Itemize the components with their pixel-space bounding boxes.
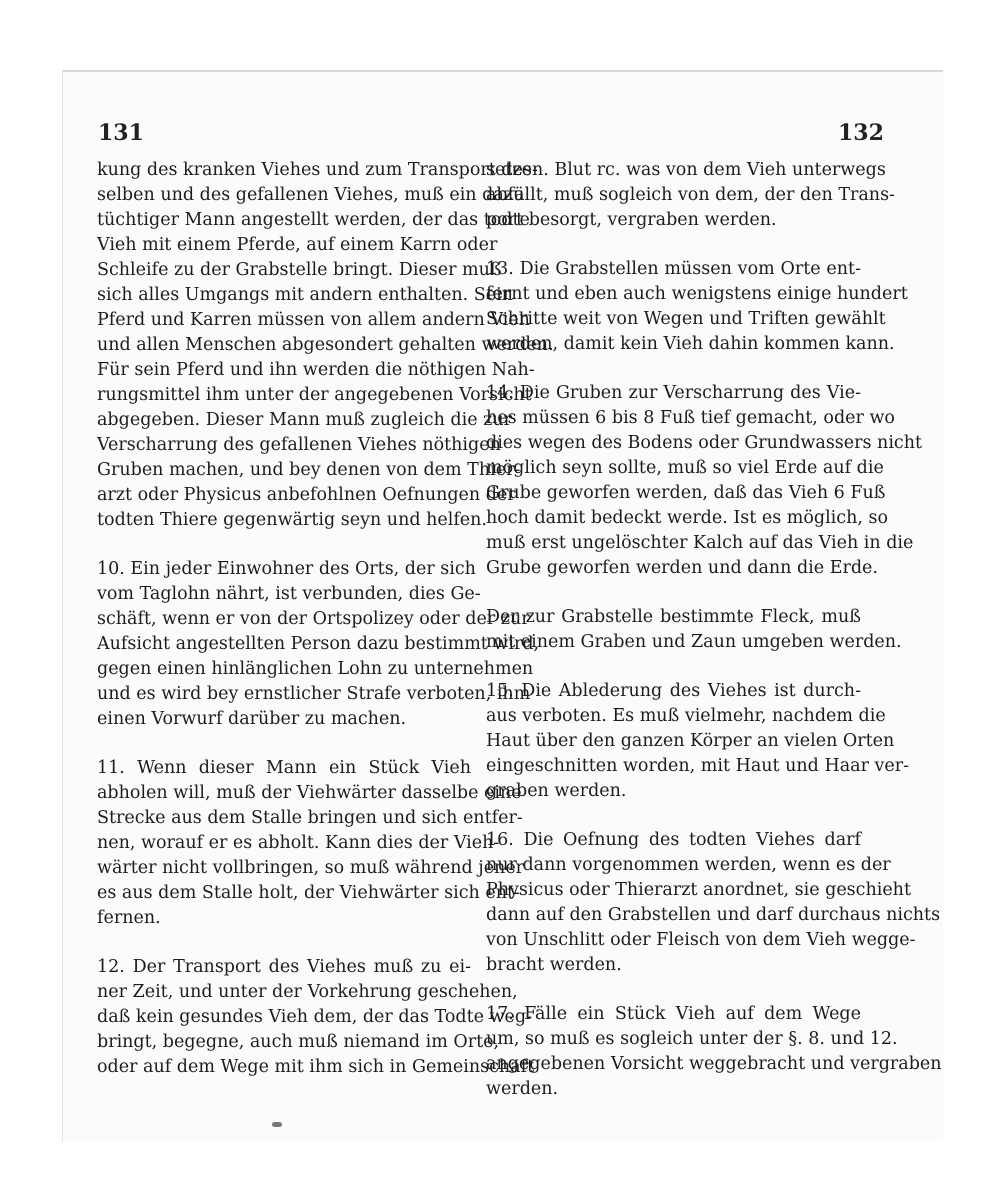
text-line: wärter nicht vollbringen, so muß während jener xyxy=(97,858,525,878)
text-line: ner Zeit, und unter der Vorkehrung geschehen, xyxy=(97,982,518,1002)
paragraph-17 xyxy=(486,1002,942,1102)
text-line: muß erst ungelöschter Kalch auf das Vieh in die xyxy=(486,533,914,553)
text-line: dann auf den Grabstellen und darf durchaus nichts xyxy=(486,905,941,925)
text-line: 16. Die Oefnung des todten Viehes darf xyxy=(486,830,861,850)
text-line: vom Taglohn nährt, ist verbunden, dies Ge- xyxy=(97,584,481,604)
text-line: port besorgt, vergraben werden. xyxy=(486,210,777,230)
ink-speck xyxy=(272,1122,282,1127)
right-column xyxy=(486,158,942,1126)
text-line: um, so muß es sogleich unter der §. 8. und 12. xyxy=(486,1029,898,1049)
text-line: nur dann vorgenommen werden, wenn es der xyxy=(486,855,891,875)
text-line: abfällt, muß sogleich von dem, der den Trans- xyxy=(486,185,895,205)
page-number-right: 132 xyxy=(838,120,884,146)
paragraph-12 xyxy=(97,955,535,1080)
text-line: selben und des gefallenen Viehes, muß ein dazu xyxy=(97,185,525,205)
text-line: abholen will, muß der Viehwärter dasselbe eine xyxy=(97,783,522,803)
text-line: einen Vorwurf darüber zu machen. xyxy=(97,709,407,729)
text-line: tüchtiger Mann angestellt werden, der das todte xyxy=(97,210,530,230)
text-line: und es wird bey ernstlicher Strafe verboten, ihm xyxy=(97,684,531,704)
text-line: bracht werden. xyxy=(486,955,622,975)
paragraph-14-fence xyxy=(486,605,902,655)
text-line: Physicus oder Thierarzt anordnet, sie geschieht xyxy=(486,880,911,900)
text-line: Vieh mit einem Pferde, auf einem Karrn oder xyxy=(97,235,498,255)
paragraph-14 xyxy=(486,381,923,581)
text-line: 11. Wenn dieser Mann ein Stück Vieh xyxy=(97,758,471,778)
paragraph-12-continued xyxy=(486,158,895,233)
text-line: hes müssen 6 bis 8 Fuß tief gemacht, oder wo xyxy=(486,408,895,428)
text-line: 10. Ein jeder Einwohner des Orts, der sich xyxy=(97,559,476,579)
paragraph-11 xyxy=(97,756,525,931)
text-line: Der zur Grabstelle bestimmte Fleck, muß xyxy=(486,607,861,627)
text-line: es aus dem Stalle holt, der Viehwärter sich ent- xyxy=(97,883,520,903)
text-line: Schritte weit von Wegen und Triften gewählt xyxy=(486,309,886,329)
text-line: Haut über den ganzen Körper an vielen Orten xyxy=(486,731,895,751)
text-line: kung des kranken Viehes und zum Transport des- xyxy=(97,160,538,180)
text-line: 17. Fälle ein Stück Vieh auf dem Wege xyxy=(486,1004,861,1024)
text-line: Strecke aus dem Stalle bringen und sich entfer- xyxy=(97,808,523,828)
text-line: setzen. Blut rc. was von dem Vieh unterwegs xyxy=(486,160,886,180)
text-line: graben werden. xyxy=(486,781,627,801)
text-line: hoch damit bedeckt werde. Ist es möglich, so xyxy=(486,508,888,528)
text-line: fernen. xyxy=(97,908,161,928)
text-line: Pferd und Karren müssen von allem andern Vieh xyxy=(97,310,530,330)
paragraph-15 xyxy=(486,679,910,804)
text-line: von Unschlitt oder Fleisch von dem Vieh wegge- xyxy=(486,930,916,950)
text-line: Aufsicht angestellten Person dazu bestimmt wird, xyxy=(97,634,540,654)
paragraph-10 xyxy=(97,557,540,732)
text-line: gegen einen hinlänglichen Lohn zu unternehmen xyxy=(97,659,534,679)
text-line: fernt und eben auch wenigstens einige hundert xyxy=(486,284,908,304)
text-line: nen, worauf er es abholt. Kann dies der Vieh- xyxy=(97,833,500,853)
paragraph-continuation xyxy=(97,158,554,533)
text-line: abgegeben. Dieser Mann muß zugleich die zur xyxy=(97,410,512,430)
text-line: werden. xyxy=(486,1079,559,1099)
text-line: 14. Die Gruben zur Verscharrung des Vie- xyxy=(486,383,861,403)
paragraph-13 xyxy=(486,257,908,357)
text-line: und allen Menschen abgesondert gehalten werden. xyxy=(97,335,554,355)
text-line: sich alles Umgangs mit andern enthalten. Sein xyxy=(97,285,513,305)
text-line: Verscharrung des gefallenen Viehes nöthigen xyxy=(97,435,501,455)
text-line: schäft, wenn er von der Ortspolizey oder der zur xyxy=(97,609,530,629)
text-line: Grube geworfen werden und dann die Erde. xyxy=(486,558,878,578)
text-line: 13. Die Grabstellen müssen vom Orte ent- xyxy=(486,259,861,279)
text-line: angegebenen Vorsicht weggebracht und vergraben xyxy=(486,1054,942,1074)
text-line: eingeschnitten worden, mit Haut und Haar ver- xyxy=(486,756,910,776)
text-line: werden, damit kein Vieh dahin kommen kann. xyxy=(486,334,895,354)
page-number-left: 131 xyxy=(98,120,144,146)
text-line: Gruben machen, und bey denen von dem Thier- xyxy=(97,460,521,480)
text-line: Schleife zu der Grabstelle bringt. Dieser muß xyxy=(97,260,502,280)
text-line: möglich seyn sollte, muß so viel Erde auf die xyxy=(486,458,884,478)
text-line: 15. Die Ablederung des Viehes ist durch- xyxy=(486,681,861,701)
text-line: rungsmittel ihm unter der angegebenen Vorsicht xyxy=(97,385,532,405)
text-line: 12. Der Transport des Viehes muß zu ei- xyxy=(97,957,471,977)
paragraph-16 xyxy=(486,828,941,978)
text-line: bringt, begegne, auch muß niemand im Orte, xyxy=(97,1032,500,1052)
text-line: arzt oder Physicus anbefohlnen Oefnungen der xyxy=(97,485,516,505)
text-line: Für sein Pferd und ihn werden die nöthigen Nah- xyxy=(97,360,535,380)
text-line: daß kein gesundes Vieh dem, der das Todte weg- xyxy=(97,1007,532,1027)
text-line: todten Thiere gegenwärtig seyn und helfen. xyxy=(97,510,487,530)
text-line: oder auf dem Wege mit ihm sich in Gemeinschaft xyxy=(97,1057,535,1077)
text-line: aus verboten. Es muß vielmehr, nachdem die xyxy=(486,706,886,726)
text-line: mit einem Graben und Zaun umgeben werden. xyxy=(486,632,902,652)
text-line: dies wegen des Bodens oder Grundwassers nicht xyxy=(486,433,923,453)
text-line: Grube geworfen werden, daß das Vieh 6 Fuß xyxy=(486,483,886,503)
